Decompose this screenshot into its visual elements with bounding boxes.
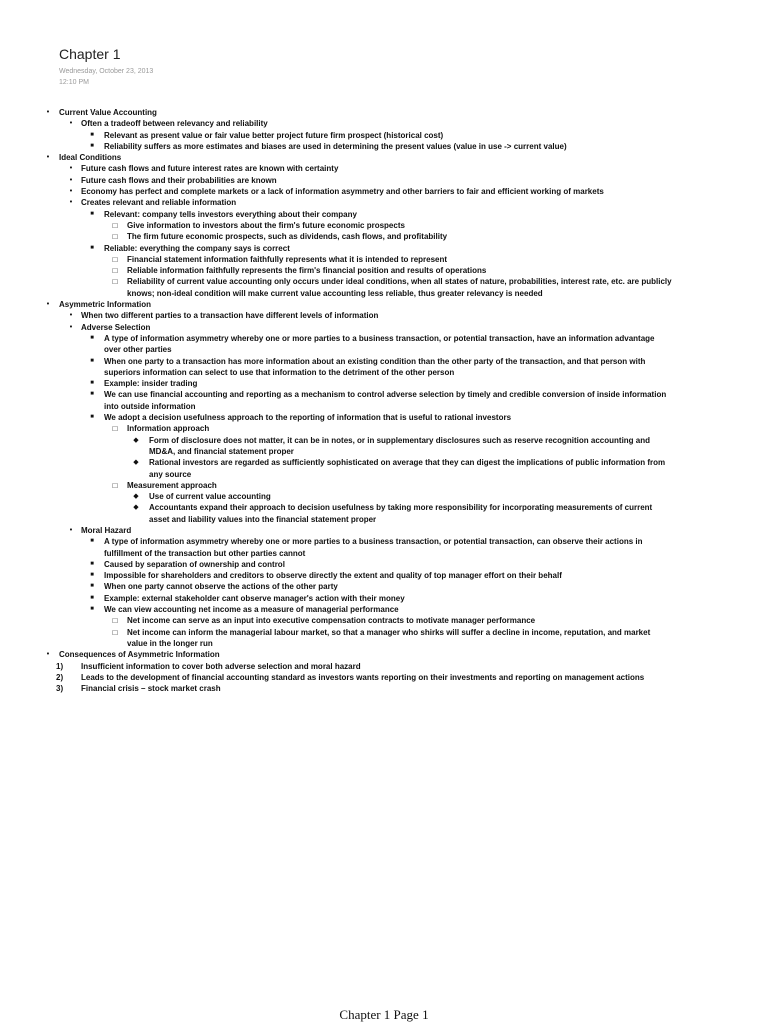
outline-item-level-1	[0, 175, 768, 186]
outline-item-text: Leads to the development of financial accounting standard as investors wants reporting on their investments and reporting on management actions	[81, 672, 645, 682]
outline-item-text: We can use financial accounting and reporting as a mechanism to control adverse selection by timely and credible conversion of inside information into outside information	[104, 390, 667, 411]
bullet-icon: •	[69, 199, 73, 207]
outline-item-level-4	[0, 502, 768, 525]
numbered-item	[0, 683, 768, 694]
bullet-icon: □	[112, 480, 118, 490]
bullet-icon: ◆	[133, 436, 139, 444]
outline-item-text: Net income can inform the managerial labour market, so that a manager who shirks will suffer a decline in income, reputation, and market value in the longer run	[127, 627, 651, 648]
bullet-icon: •	[69, 323, 73, 331]
outline-item-level-0	[0, 152, 768, 163]
bullet-icon: •	[69, 176, 73, 184]
outline-item-level-2	[0, 581, 768, 592]
bullet-icon: ■	[90, 244, 94, 251]
outline-item-text: Consequences of Asymmetric Information	[59, 650, 220, 660]
bullet-icon: ◆	[133, 459, 139, 467]
outline-item-text: Relevant: company tells investors everything about their company	[104, 209, 357, 219]
outline-item-level-1	[0, 186, 768, 197]
outline-item-level-3	[0, 480, 768, 491]
bullet-icon: □	[112, 616, 118, 626]
numbered-item	[0, 672, 768, 683]
bullet-icon: ■	[90, 391, 94, 398]
outline-item-level-2	[0, 570, 768, 581]
outline-item-level-2	[0, 412, 768, 423]
outline-item-level-3	[0, 276, 768, 299]
outline-item-level-2	[0, 604, 768, 615]
outline-item-level-4	[0, 457, 768, 480]
outline-item-text: A type of information asymmetry whereby one or more parties to a business transaction, or potential transaction, can observe their actions in fulfillment of the transaction but other parties cannot	[104, 537, 643, 558]
list-number: 1)	[56, 661, 64, 671]
outline-item-text: Future cash flows and future interest rates are known with certainty	[81, 164, 339, 174]
bullet-icon: ■	[90, 572, 94, 579]
bullet-icon: •	[46, 109, 50, 116]
outline-item-level-3	[0, 220, 768, 231]
outline-item-level-3	[0, 615, 768, 626]
outline-item-level-1	[0, 118, 768, 129]
page-footer: Chapter 1 Page 1	[339, 1007, 429, 1022]
outline-item-text: Asymmetric Information	[59, 300, 152, 310]
outline-item-text: Use of current value accounting	[149, 492, 271, 502]
bullet-icon: □	[112, 266, 118, 276]
outline-item-level-0	[0, 649, 768, 660]
bullet-icon: •	[69, 312, 73, 320]
outline-item-level-3	[0, 231, 768, 242]
bullet-icon: ◆	[133, 493, 139, 501]
bullet-icon: •	[69, 120, 73, 128]
outline-item-text: Information approach	[127, 424, 210, 434]
outline-item-text: Give information to investors about the firm's future economic prospects	[127, 220, 405, 230]
notes-outline	[0, 107, 768, 694]
outline-item-text: Insufficient information to cover both adverse selection and moral hazard	[81, 661, 361, 671]
outline-item-level-4	[0, 491, 768, 502]
outline-item-text: Rational investors are regarded as sufficiently sophisticated on average that they can digest the implications of public information from any source	[149, 458, 666, 479]
bullet-icon: •	[46, 301, 50, 309]
outline-item-level-4	[0, 435, 768, 458]
bullet-icon: □	[112, 277, 118, 287]
outline-item-level-2	[0, 389, 768, 412]
note-time: 12:10 PM	[59, 79, 89, 86]
bullet-icon: □	[112, 254, 118, 264]
outline-item-level-3	[0, 265, 768, 276]
outline-item-level-1	[0, 322, 768, 333]
outline-item-level-1	[0, 310, 768, 321]
bullet-icon: ■	[90, 583, 94, 590]
outline-item-level-2	[0, 536, 768, 559]
outline-item-level-1	[0, 525, 768, 536]
outline-item-level-2	[0, 356, 768, 379]
bullet-icon: ■	[90, 380, 94, 387]
bullet-icon: ◆	[133, 504, 139, 512]
outline-item-level-2	[0, 141, 768, 152]
bullet-icon: ■	[90, 142, 94, 149]
outline-item-text: Adverse Selection	[81, 322, 151, 332]
bullet-icon: ■	[90, 131, 94, 138]
outline-item-text: Accountants expand their approach to decision usefulness by taking more responsibility for incorporating measurements of current asset and liability values into the financial statement proper	[149, 503, 653, 524]
outline-item-text: The firm future economic prospects, such as dividends, cash flows, and profitability	[127, 232, 448, 242]
outline-item-text: When one party to a transaction has more information about an existing condition than the other party of the transaction, and that person with superiors information can select to use that information to the detriment of the other person	[104, 356, 646, 377]
outline-item-level-0	[0, 299, 768, 310]
outline-item-text: When one party cannot observe the actions of the other party	[104, 582, 338, 592]
bullet-icon: □	[112, 220, 118, 230]
note-date: Wednesday, October 23, 2013	[59, 68, 154, 75]
outline-item-text: Example: external stakeholder cant observe manager's action with their money	[104, 593, 405, 603]
bullet-icon: •	[69, 188, 73, 196]
page-title: Chapter 1	[59, 46, 121, 62]
outline-item-level-3	[0, 254, 768, 265]
bullet-icon: ■	[90, 414, 94, 421]
outline-item-text: Measurement approach	[127, 480, 217, 490]
outline-item-text: Moral Hazard	[81, 525, 132, 535]
bullet-icon: □	[112, 627, 118, 637]
outline-item-text: Form of disclosure does not matter, it can be in notes, or in supplementary disclosures such as reserve recognition accounting and MD&A, and financial statement proper	[149, 435, 651, 456]
outline-item-text: Net income can serve as an input into executive compensation contracts to motivate manager performance	[127, 616, 536, 626]
outline-item-text: Often a tradeoff between relevancy and reliability	[81, 119, 268, 129]
bullet-icon: ■	[90, 606, 94, 613]
outline-item-level-2	[0, 333, 768, 356]
outline-item-text: Future cash flows and their probabilities are known	[81, 175, 277, 185]
outline-item-level-2	[0, 559, 768, 570]
outline-item-text: Reliability of current value accounting only occurs under ideal conditions, when all states of nature, probabilities, interest rate, etc. are publicly knows; non-ideal condition will make current value accounting less reliable, thus greater relevancy is needed	[127, 277, 672, 298]
outline-item-text: We can view accounting net income as a measure of managerial performance	[104, 605, 399, 615]
outline-item-text: Current Value Accounting	[59, 108, 157, 117]
bullet-icon: □	[112, 424, 118, 434]
outline-item-level-1	[0, 163, 768, 174]
outline-item-text: Creates relevant and reliable information	[81, 198, 237, 208]
outline-item-level-2	[0, 209, 768, 220]
bullet-icon: ■	[90, 334, 94, 341]
outline-item-text: Reliable information faithfully represents the firm's financial position and results of operations	[127, 266, 487, 276]
outline-item-level-1	[0, 197, 768, 208]
outline-item-text: When two different parties to a transaction have different levels of information	[81, 311, 379, 321]
outline-item-level-2	[0, 378, 768, 389]
outline-item-text: Relevant as present value or fair value better project future firm prospect (historical cost)	[104, 130, 444, 140]
bullet-icon: ■	[90, 538, 94, 545]
outline-item-level-3	[0, 627, 768, 650]
outline-item-level-0	[0, 107, 768, 118]
list-number: 3)	[56, 684, 64, 694]
outline-item-text: Impossible for shareholders and creditors to observe directly the extent and quality of top manager effort on their behalf	[104, 571, 562, 581]
bullet-icon: ■	[90, 594, 94, 601]
outline-item-level-3	[0, 423, 768, 434]
bullet-icon: •	[46, 154, 50, 162]
outline-item-text: A type of information asymmetry whereby one or more parties to a business transaction, or potential transaction, have an information advantage over other parties	[104, 333, 655, 355]
bullet-icon: ■	[90, 210, 94, 217]
outline-item-text: Caused by separation of ownership and control	[104, 559, 285, 569]
bullet-icon: ■	[90, 560, 94, 567]
bullet-icon: •	[46, 651, 50, 659]
bullet-icon: □	[112, 232, 118, 242]
outline-item-text: Financial crisis – stock market crash	[81, 684, 221, 694]
outline-item-text: Reliable: everything the company says is correct	[104, 243, 290, 253]
bullet-icon: •	[69, 165, 73, 173]
outline-item-text: We adopt a decision usefulness approach to the reporting of information that is useful to rational investors	[104, 413, 512, 423]
bullet-icon: •	[69, 526, 73, 534]
outline-item-text: Ideal Conditions	[59, 153, 122, 163]
outline-item-text: Reliability suffers as more estimates and biases are used in determining the present values (value in use -> current value)	[104, 141, 567, 151]
outline-item-level-2	[0, 130, 768, 141]
outline-item-level-2	[0, 243, 768, 254]
numbered-item	[0, 661, 768, 672]
list-number: 2)	[56, 672, 64, 682]
outline-item-text: Economy has perfect and complete markets or a lack of information asymmetry and other barriers to fair and efficient working of markets	[81, 187, 604, 197]
outline-item-text: Example: insider trading	[104, 379, 198, 389]
outline-item-level-2	[0, 593, 768, 604]
outline-item-text: Financial statement information faithfully represents what it is intended to represent	[127, 254, 448, 264]
bullet-icon: ■	[90, 357, 94, 364]
